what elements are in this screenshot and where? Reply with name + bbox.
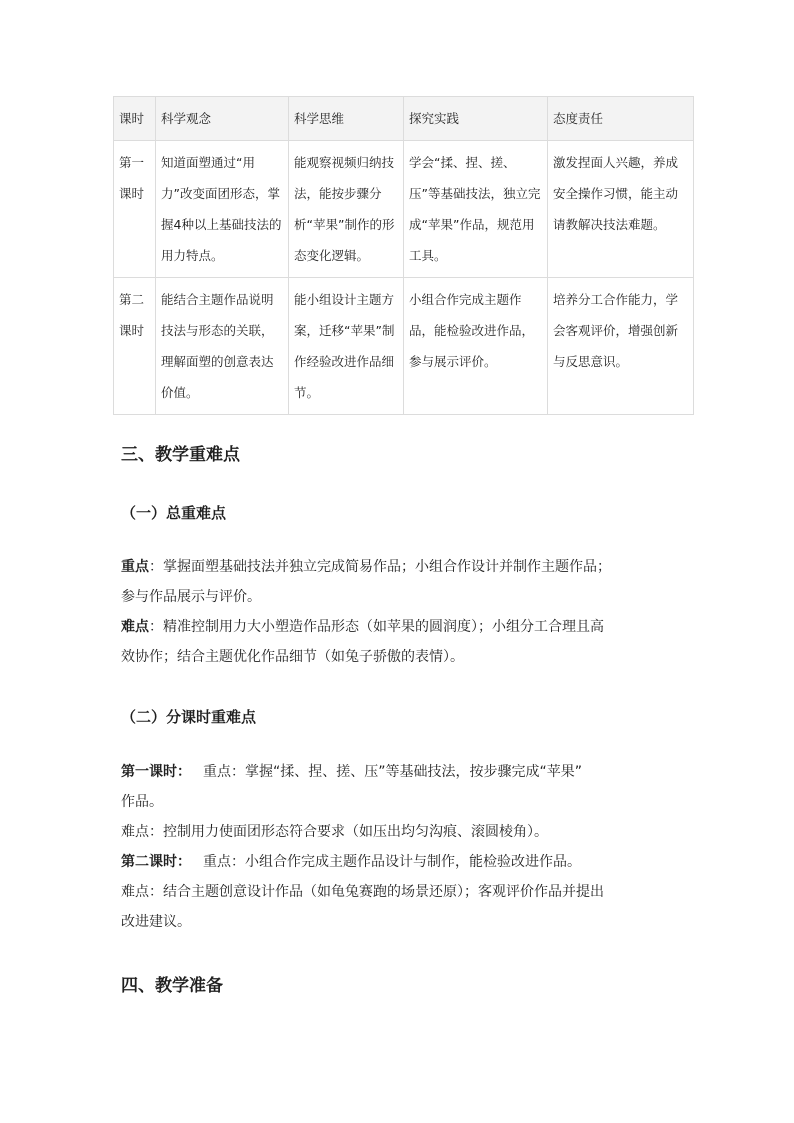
lesson1-label: 第一课时： — [121, 764, 191, 780]
header-attitude: 态度责任 — [548, 97, 694, 141]
table-row — [114, 278, 694, 415]
cell-attitude: 激发捏面人兴趣，养成安全操作习惯，能主动请教解决技法难题。 — [548, 141, 694, 278]
cell-lesson: 第一课时 — [114, 141, 156, 278]
difficulty-text: ：精准控制用力大小塑造作品形态（如苹果的圆润度）；小组分工合理且高 — [149, 619, 604, 635]
section-heading-preparation: 四、教学准备 — [121, 976, 223, 996]
subheading-per-lesson: （二）分课时重难点 — [121, 708, 257, 726]
lesson2-difficulty: 难点：结合主题创意设计作品（如龟兔赛跑的场景还原）；客观评价作品并提出 — [121, 884, 604, 900]
goals-table — [113, 96, 694, 415]
subheading-overall: （一）总重难点 — [121, 504, 227, 522]
difficulty-label: 难点 — [121, 619, 149, 635]
header-practice: 探究实践 — [404, 97, 548, 141]
lesson1-key-text: 重点：掌握“揉、捏、搓、压”等基础技法，按步骤完成“苹果” — [203, 764, 583, 780]
section-heading-difficulties: 三、教学重难点 — [121, 445, 240, 465]
header-thinking: 科学思维 — [289, 97, 404, 141]
overall-difficulties-paragraph — [121, 552, 691, 672]
key-point-line-cont: 参与作品展示与评价。 — [121, 589, 261, 605]
cell-attitude: 培养分工合作能力，学会客观评价，增强创新与反思意识。 — [548, 278, 694, 415]
lesson1-key-line — [121, 757, 691, 787]
difficulty-line — [121, 612, 691, 642]
cell-thinking: 能小组设计主题方案，迁移“苹果”制作经验改进作品细节。 — [289, 278, 404, 415]
key-point-label: 重点 — [121, 559, 149, 575]
difficulty-line-cont: 效协作；结合主题优化作品细节（如兔子骄傲的表情）。 — [121, 649, 464, 665]
lesson2-difficulty-cont: 改进建议。 — [121, 914, 191, 930]
header-concept: 科学观念 — [156, 97, 289, 141]
lesson2-key-line — [121, 847, 691, 877]
per-lesson-paragraph — [121, 757, 691, 937]
lesson2-label: 第二课时： — [121, 854, 191, 870]
lesson1-difficulty: 难点：控制用力使面团形态符合要求（如压出均匀沟痕、滚圆棱角）。 — [121, 824, 548, 840]
key-point-text: ：掌握面塑基础技法并独立完成简易作品；小组合作设计并制作主题作品； — [149, 559, 611, 575]
cell-practice: 小组合作完成主题作品，能检验改进作品，参与展示评价。 — [404, 278, 548, 415]
cell-concept: 知道面塑通过“用力”改变面团形态，掌握4种以上基础技法的用力特点。 — [156, 141, 289, 278]
table-row — [114, 141, 694, 278]
cell-concept: 能结合主题作品说明技法与形态的关联，理解面塑的创意表达价值。 — [156, 278, 289, 415]
cell-thinking: 能观察视频归纳技法，能按步骤分析“苹果”制作的形态变化逻辑。 — [289, 141, 404, 278]
header-lesson: 课时 — [114, 97, 156, 141]
cell-practice: 学会“揉、捏、搓、压”等基础技法，独立完成“苹果”作品，规范用工具。 — [404, 141, 548, 278]
lesson1-key-cont: 作品。 — [121, 794, 163, 810]
cell-lesson: 第二课时 — [114, 278, 156, 415]
lesson2-key-text: 重点：小组合作完成主题作品设计与制作，能检验改进作品。 — [203, 854, 581, 870]
table-header-row — [114, 97, 694, 141]
key-point-line — [121, 552, 691, 582]
